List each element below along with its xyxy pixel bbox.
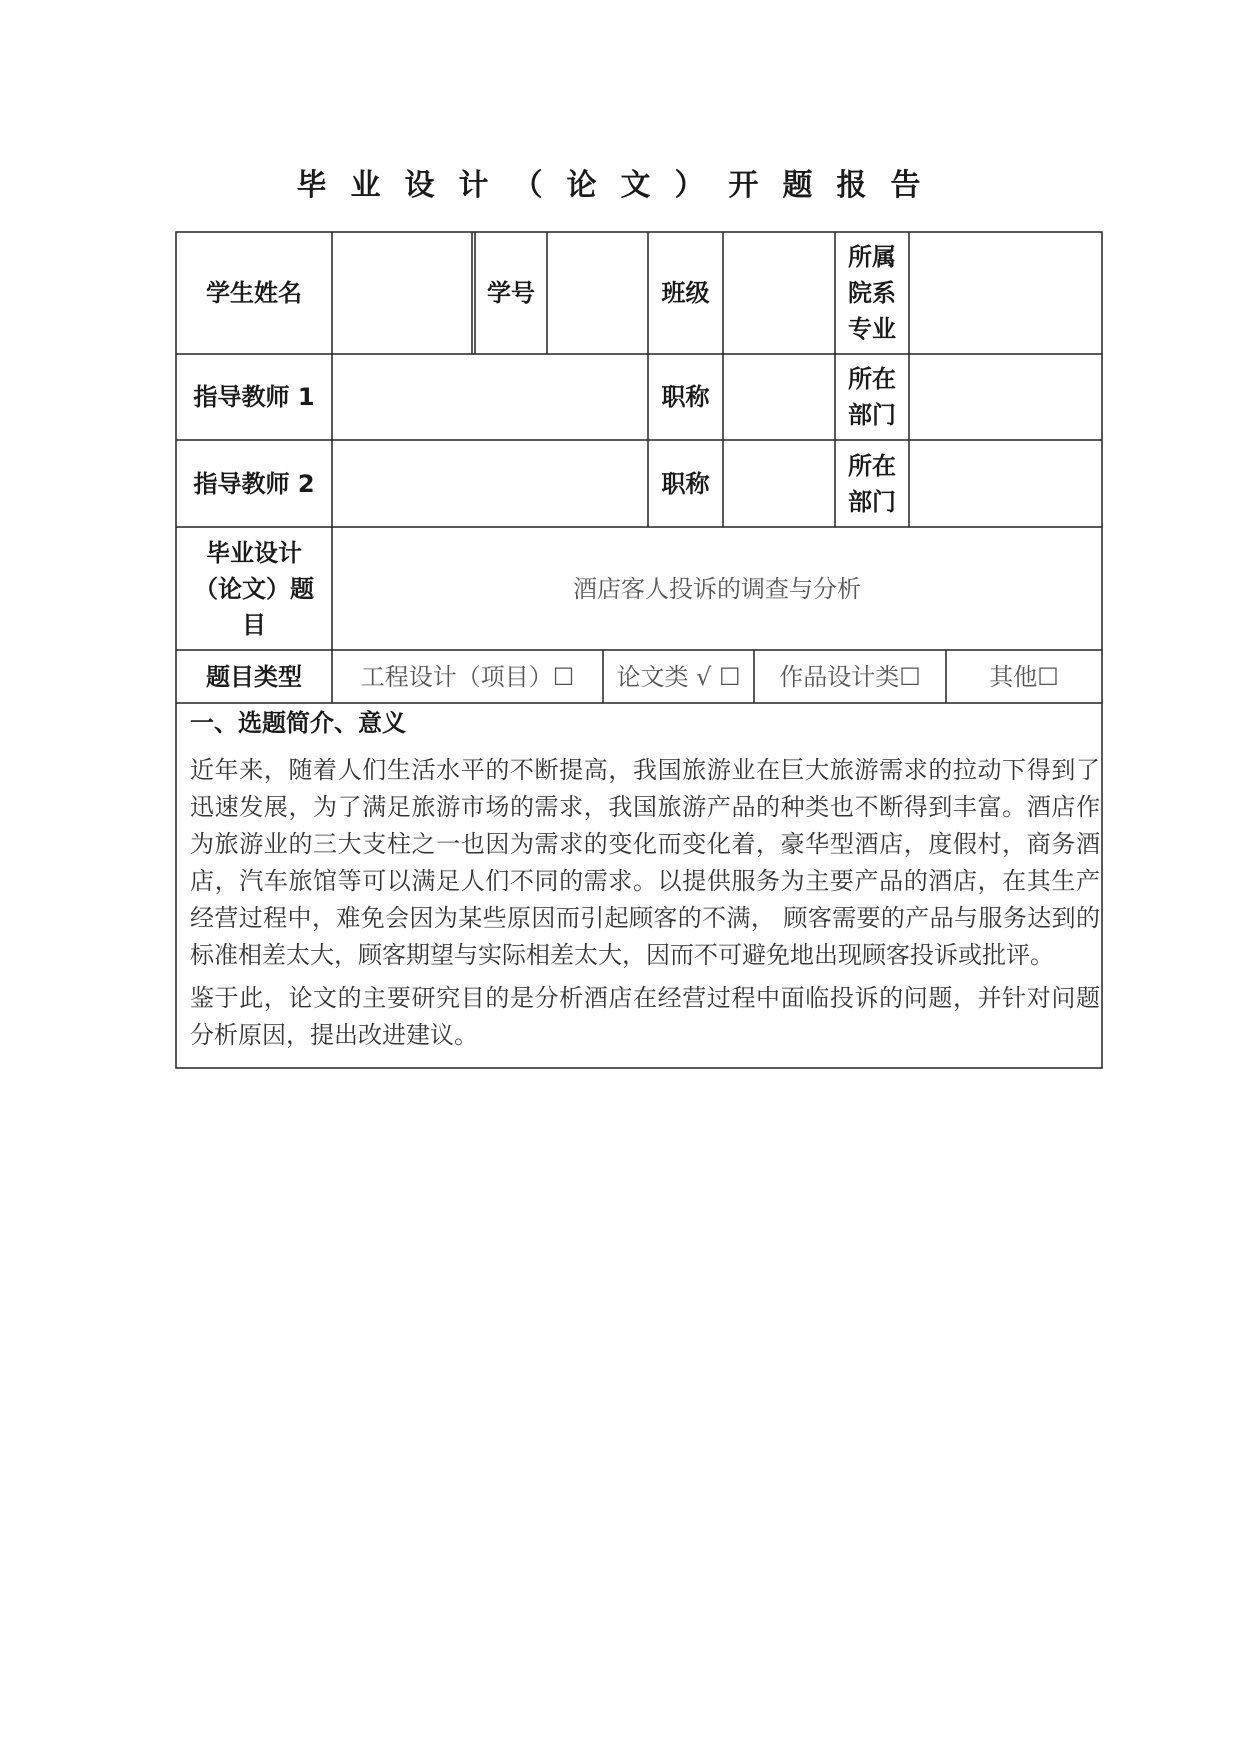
advisor1-rank-label: 职称 <box>661 383 710 411</box>
student-id-label: 学号 <box>487 279 535 307</box>
advisor1-value[interactable] <box>332 354 648 440</box>
topic-label: 毕业设计（论文）题目 <box>194 538 314 639</box>
section-heading: 一、选题简介、意义 <box>190 709 406 737</box>
type-option-thesis[interactable]: 论文类 √ ☐ <box>616 662 741 691</box>
section-paragraph-2: 鉴于此，论文的主要研究目的是分析酒店在经营过程中面临投诉的问题，并针对问题分析原因，提出改进建议。 <box>190 984 1100 1049</box>
advisor2-rank-label: 职称 <box>661 469 710 498</box>
class-label: 班级 <box>661 279 710 307</box>
dept-major-value[interactable] <box>909 232 1102 354</box>
advisor1-dept-value[interactable] <box>909 354 1102 440</box>
student-name-label: 学生姓名 <box>206 279 302 307</box>
type-option-other[interactable]: 其他☐ <box>989 662 1059 691</box>
type-option-works[interactable]: 作品设计类☐ <box>779 662 921 691</box>
advisor2-value[interactable] <box>332 440 648 527</box>
advisor2-dept-label: 所在部门 <box>848 451 896 516</box>
student-id-value[interactable] <box>547 232 648 354</box>
advisor2-label: 指导教师 2 <box>193 469 315 498</box>
class-value[interactable] <box>723 232 835 354</box>
advisor2-rank-value[interactable] <box>723 440 835 527</box>
advisor1-label: 指导教师 1 <box>193 383 315 411</box>
dept-major-label: 所属院系专业 <box>848 243 896 343</box>
document-title: 毕业设计（论文）开题报告 <box>296 168 945 203</box>
type-option-engineering[interactable]: 工程设计（项目）☐ <box>360 662 575 691</box>
student-name-value[interactable] <box>332 232 472 354</box>
section-paragraph-1: 近年来，随着人们生活水平的不断提高，我国旅游业在巨大旅游需求的拉动下得到了迅速发展，为了满足旅游市场的需求，我国旅游产品的种类也不断得到丰富。酒店作为旅游业的三大支柱之一也因为需求的变化而变化着，豪华型酒店，度假村，商务酒店，汽车旅馆等可以满足人们不同的需求。以提供服务为主要产品的酒店，在其生产经营过程中，难免会因为某些原因而引起顾客的不满， 顾客需要的产品与服务达到的标准相差太大，顾客期望与实际相差太大，因而不可避免地出现顾客投诉或批评。 <box>190 756 1100 969</box>
topic-type-label: 题目类型 <box>206 662 302 691</box>
advisor1-dept-label: 所在部门 <box>848 365 896 429</box>
advisor1-rank-value[interactable] <box>723 354 835 440</box>
topic-value[interactable]: 酒店客人投诉的调查与分析 <box>573 574 861 603</box>
advisor2-dept-value[interactable] <box>909 440 1102 527</box>
